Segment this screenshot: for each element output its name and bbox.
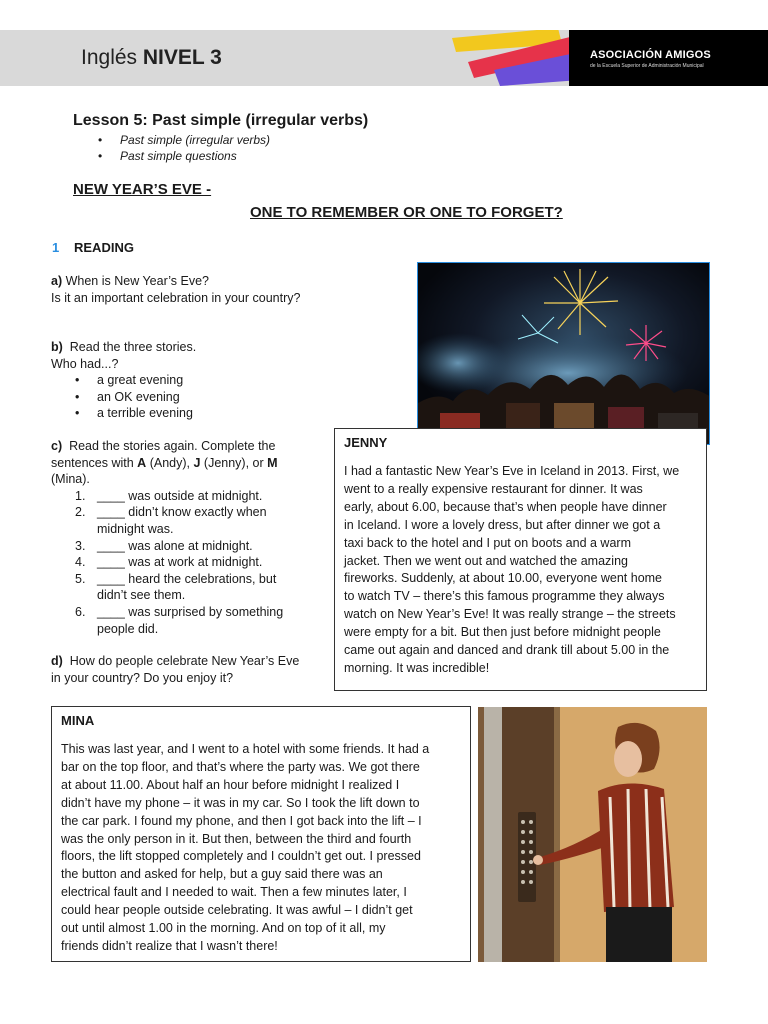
decorative-stripes bbox=[450, 30, 580, 86]
story-line: I had a fantastic New Year’s Eve in Iceland in 2013. First, we bbox=[344, 464, 680, 478]
sentence-item bbox=[51, 571, 301, 604]
headline-line-2: ONE TO REMEMBER OR ONE TO FORGET? bbox=[250, 204, 563, 221]
woman-face bbox=[614, 741, 642, 777]
question-text: Read the stories again. Complete the sentences with bbox=[51, 439, 276, 470]
elevator-illustration bbox=[478, 707, 707, 962]
lesson-topic: • Past simple (irregular verbs) bbox=[98, 132, 270, 148]
story-text bbox=[344, 463, 702, 678]
story-line: morning. It was incredible! bbox=[344, 660, 490, 675]
lesson-topic: • Past simple questions bbox=[98, 148, 270, 164]
sentence-text: ____ was outside at midnight. bbox=[97, 488, 263, 503]
story-line: bar on the top floor, and that’s where the party was. We got there bbox=[61, 759, 420, 774]
story-line: the car park. I found my phone, and then I got back into the lift – I bbox=[61, 813, 422, 828]
section-label: READING bbox=[74, 240, 134, 255]
story-line: floors, the lift stopped completely and I couldn’t get out. I pressed bbox=[61, 849, 421, 864]
story-line: were empty for a bit. But then just before midnight people bbox=[344, 625, 661, 640]
course-title-prefix: Inglés bbox=[81, 46, 138, 69]
question-a bbox=[51, 273, 301, 306]
story-line: at about 11.00. About half an hour before midnight I realized I bbox=[61, 777, 400, 792]
story-name: MINA bbox=[61, 713, 95, 728]
question-d bbox=[51, 653, 301, 686]
story-line: could hear people outside celebrating. It was awful – I didn’t get bbox=[61, 903, 413, 918]
sentence-text: ____ heard the celebrations, but didn’t see them. bbox=[97, 571, 277, 603]
story-line: This was last year, and I went to a hotel with some friends. It had a bbox=[61, 742, 430, 756]
story-line: was the only person in it. But then, between the third and fourth bbox=[61, 831, 412, 846]
sentence-item bbox=[51, 604, 301, 637]
sentence-number: 3. bbox=[75, 538, 86, 553]
question-letter: c) bbox=[51, 439, 63, 453]
page-header bbox=[0, 30, 768, 86]
question-text: Is it an important celebration in your country? bbox=[51, 290, 301, 305]
story-line: out until almost 1.00 in the morning. And on top of it all, my bbox=[61, 921, 386, 936]
story-line: watch on New Year’s Eve! It was really strange – the streets bbox=[344, 607, 676, 622]
sentence-item bbox=[51, 554, 301, 571]
story-line: came out again and danced and drank till about 5.00 in the bbox=[344, 643, 670, 658]
sentence-text: ____ was surprised by something people did. bbox=[97, 604, 284, 636]
organization-subtitle: de la Escuela Superior de Administración Municipal bbox=[590, 63, 704, 69]
answer-options bbox=[51, 372, 301, 422]
answer-option: • a great evening bbox=[51, 372, 301, 389]
sentence-item bbox=[51, 504, 301, 537]
woman-hand bbox=[533, 855, 543, 865]
sentence-number: 6. bbox=[75, 604, 86, 619]
question-letter: b) bbox=[51, 340, 63, 354]
course-title bbox=[81, 46, 222, 70]
lesson-title: Lesson 5: Past simple (irregular verbs) bbox=[73, 112, 369, 129]
sentence-text: ____ was at work at midnight. bbox=[97, 555, 263, 570]
question-letter: d) bbox=[51, 654, 63, 668]
story-mina bbox=[51, 706, 471, 962]
headline-line-1: NEW YEAR’S EVE - bbox=[73, 181, 212, 198]
question-text: Read the three stories. bbox=[69, 340, 197, 354]
answer-option: • a terrible evening bbox=[51, 405, 301, 422]
sentence-list bbox=[51, 488, 301, 637]
story-line: the button and asked for help, but a guy said there was an bbox=[61, 867, 383, 882]
letter-m: M bbox=[267, 455, 278, 470]
story-line: to watch TV – there’s this famous programme they always bbox=[344, 589, 665, 604]
question-intro bbox=[51, 438, 301, 488]
sentence-item bbox=[51, 488, 301, 505]
story-name: JENNY bbox=[344, 435, 388, 450]
sentence-number: 4. bbox=[75, 555, 86, 570]
organization-name: ASOCIACIÓN AMIGOS bbox=[590, 49, 711, 61]
button-panel bbox=[518, 812, 536, 902]
question-text: How do people celebrate New Year’s Eve in your country? Do you enjoy it? bbox=[51, 654, 300, 685]
sentence-item bbox=[51, 538, 301, 555]
story-text bbox=[61, 741, 466, 956]
sentence-text: ____ was alone at midnight. bbox=[97, 538, 253, 553]
answer-option: • an OK evening bbox=[51, 389, 301, 406]
section-number: 1 bbox=[52, 240, 60, 255]
story-line: taxi back to the hotel and I put on boots and a warm bbox=[344, 535, 631, 550]
story-line: electrical fault and I needed to wait. Then a few minutes later, I bbox=[61, 885, 407, 900]
lesson-topics bbox=[98, 132, 270, 164]
fireworks-photo bbox=[417, 262, 710, 445]
question-b bbox=[51, 339, 301, 422]
question-c bbox=[51, 438, 301, 637]
name-jenny: (Jenny), or bbox=[203, 455, 264, 470]
name-mina: (Mina). bbox=[51, 472, 90, 487]
letter-j: J bbox=[193, 455, 201, 470]
sentence-text: ____ didn’t know exactly when midnight was. bbox=[97, 505, 267, 536]
sentence-number: 1. bbox=[75, 488, 86, 503]
story-line: in Iceland. I wore a lovely dress, but after dinner we got a bbox=[344, 517, 661, 532]
elevator-photo bbox=[478, 707, 707, 962]
organization-logo bbox=[569, 30, 768, 86]
story-line: fireworks. Suddenly, at about 10.00, everyone went home bbox=[344, 571, 663, 586]
sentence-number: 5. bbox=[75, 571, 86, 586]
story-line: jacket. Then we went out and watched the amazing bbox=[344, 553, 628, 568]
story-line: early, about 6.00, because that’s when people have dinner bbox=[344, 499, 667, 514]
sentence-number: 2. bbox=[75, 505, 86, 520]
fireworks-illustration bbox=[418, 263, 710, 445]
woman-skirt bbox=[606, 907, 672, 962]
story-line: didn’t have my phone – it was in my car. So I took the lift down to bbox=[61, 795, 420, 810]
question-letter: a) bbox=[51, 274, 63, 288]
story-line: friends didn’t realize that I wasn’t there! bbox=[61, 938, 278, 953]
question-text: Who had...? bbox=[51, 356, 119, 371]
story-line: went to a really expensive restaurant for dinner. It was bbox=[344, 481, 643, 496]
course-level: NIVEL 3 bbox=[142, 46, 222, 69]
question-text: When is New Year’s Eve? bbox=[65, 274, 209, 288]
name-andy: (Andy), bbox=[149, 455, 190, 470]
letter-a: A bbox=[137, 455, 147, 470]
story-jenny bbox=[334, 428, 707, 691]
